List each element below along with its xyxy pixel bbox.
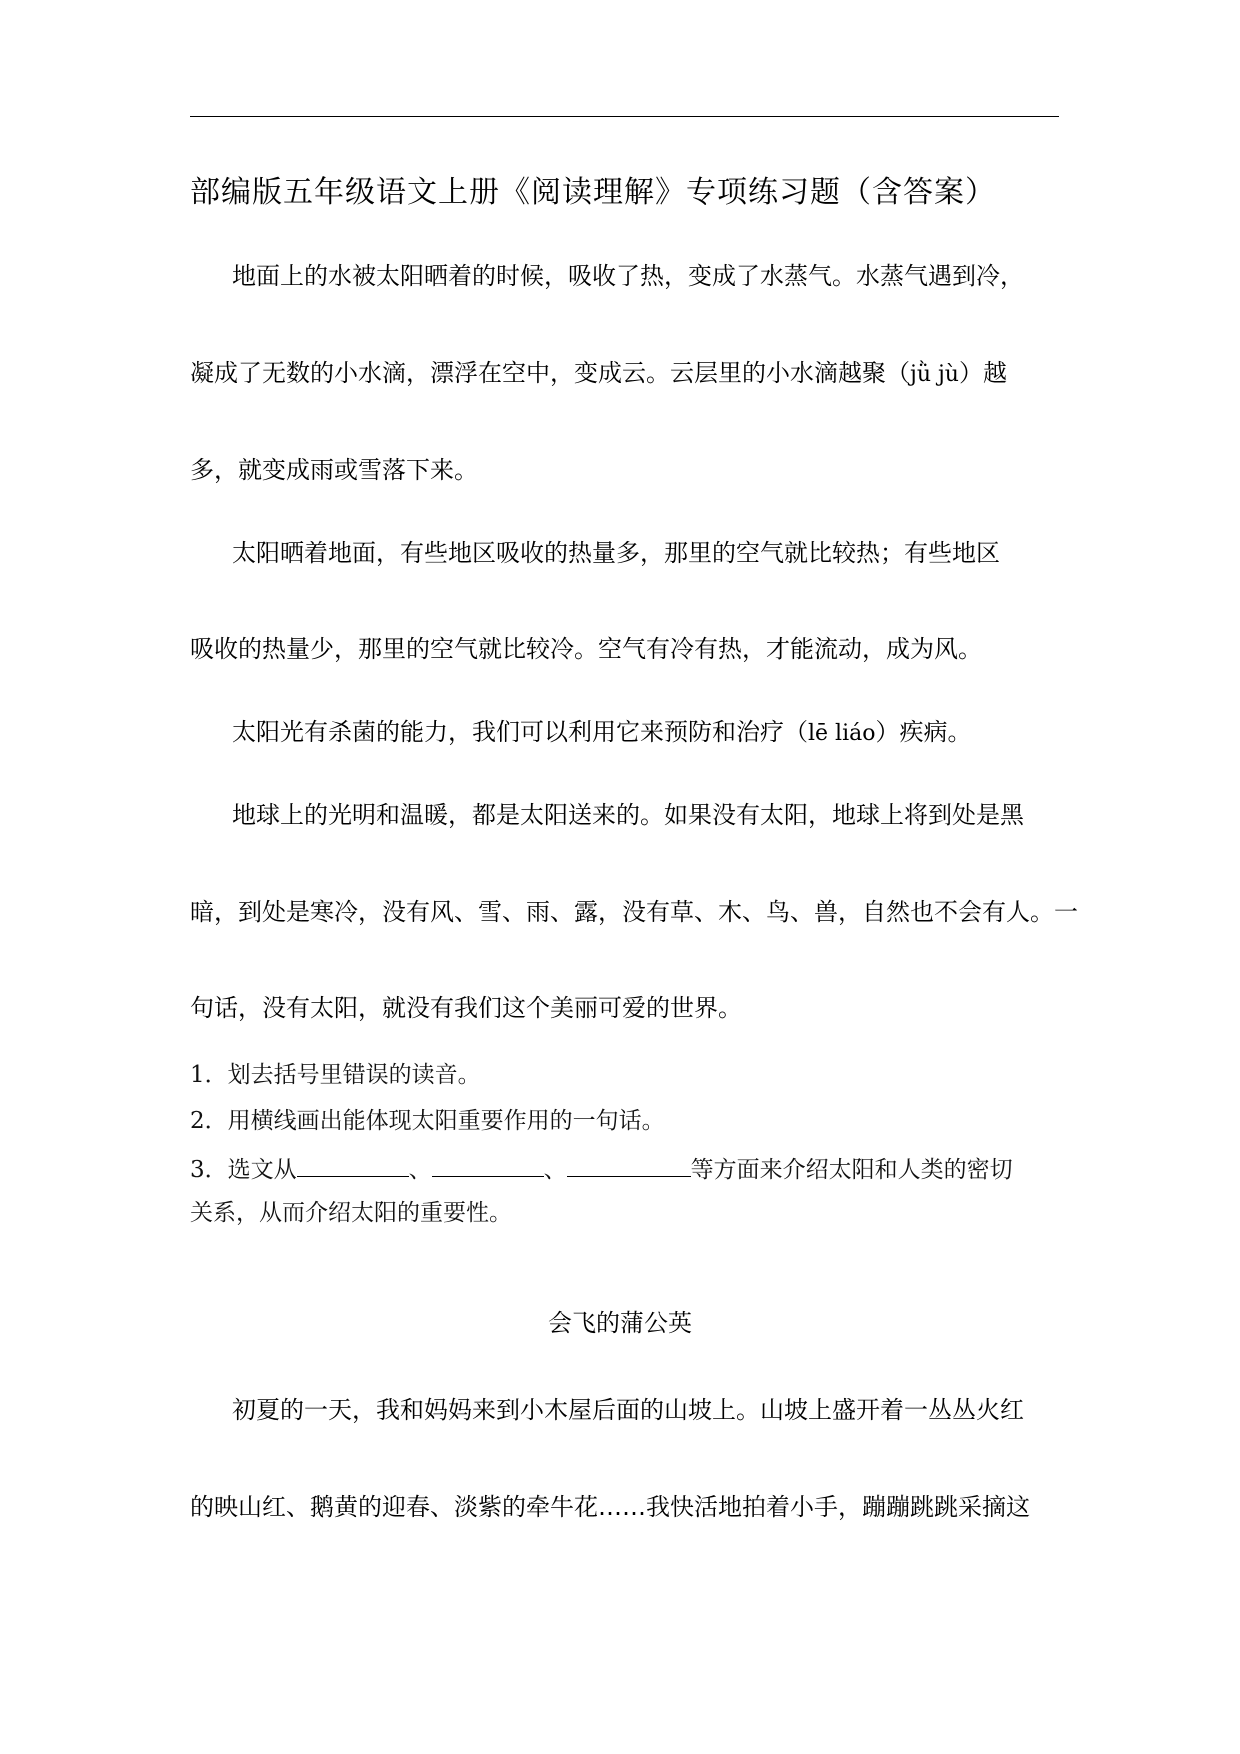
passage-text: ）疾病。 [875,718,972,746]
question-3-continued: 关系，从而介绍太阳的重要性。 [190,1200,512,1226]
passage-line [232,714,971,752]
question-3-text: 等方面来介绍太阳和人类的密切 [690,1157,1013,1183]
section-heading: 会飞的蒲公英 [548,1309,692,1337]
passage-line [190,355,1007,393]
passage-line: 暗，到处是寒冷，没有风、雪、雨、露，没有草、木、鸟、兽，自然也不会有人。一 [190,898,1078,926]
passage-line: 地球上的光明和温暖，都是太阳送来的。如果没有太阳，地球上将到处是黑 [232,801,1024,829]
passage-text: 太阳光有杀菌的能力，我们可以利用它来预防和治疗（ [232,718,808,746]
passage-line: 初夏的一天，我和妈妈来到小木屋后面的山坡上。山坡上盛开着一丛丛火红 [232,1396,1024,1424]
document-title: 部编版五年级语文上册《阅读理解》专项练习题（含答案） [190,175,996,210]
passage-line: 吸收的热量少，那里的空气就比较冷。空气有冷有热，才能流动，成为风。 [190,635,982,663]
separator: 、 [543,1157,567,1183]
question-1: 1．划去括号里错误的读音。 [190,1062,481,1088]
passage-line: 太阳晒着地面，有些地区吸收的热量多，那里的空气就比较热；有些地区 [232,539,1000,567]
question-3-text: 3．选文从 [190,1157,297,1183]
answer-blank-3[interactable] [567,1150,691,1177]
passage-text: 凝成了无数的小水滴，漂浮在空中，变成云。云层里的小水滴越聚（ [190,359,910,387]
pinyin-annotation: lē liáo [808,721,876,746]
passage-line: 句话，没有太阳，就没有我们这个美丽可爱的世界。 [190,994,742,1022]
separator: 、 [408,1157,432,1183]
passage-line: 的映山红、鹅黄的迎春、淡紫的牵牛花……我快活地拍着小手，蹦蹦跳跳采摘这 [190,1493,1030,1521]
header-rule [190,116,1059,117]
answer-blank-2[interactable] [432,1150,544,1177]
question-2: 2．用横线画出能体现太阳重要作用的一句话。 [190,1108,665,1134]
passage-line: 多，就变成雨或雪落下来。 [190,456,478,484]
question-3 [190,1150,1013,1187]
answer-blank-1[interactable] [297,1150,409,1177]
pinyin-annotation: jǜ jù [910,362,959,387]
passage-line: 地面上的水被太阳晒着的时候，吸收了热，变成了水蒸气。水蒸气遇到冷， [232,262,1024,290]
passage-text: ）越 [958,359,1007,387]
